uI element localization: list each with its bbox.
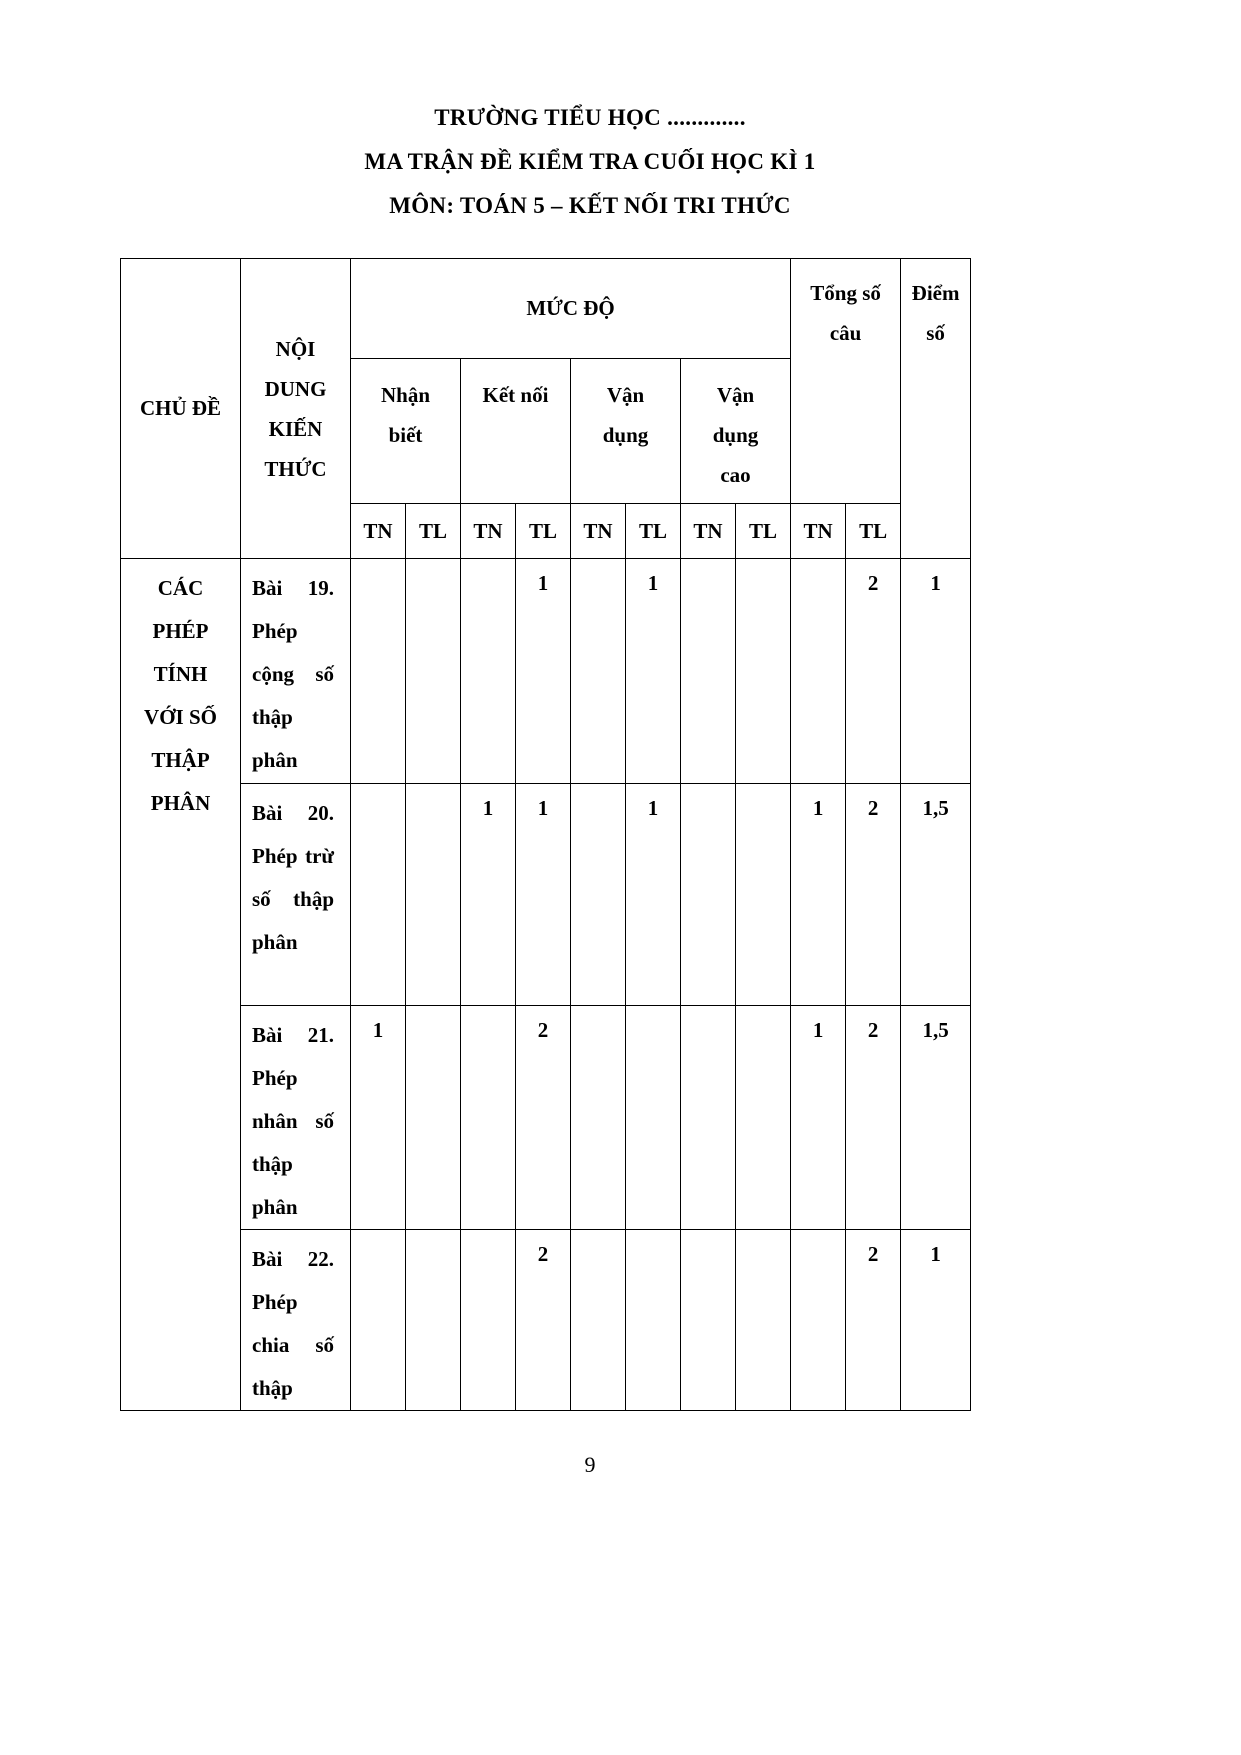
tl-header: TL [626, 504, 681, 559]
matrix-cell [406, 559, 461, 784]
level-header-van-dung [571, 359, 681, 504]
content-cell [241, 1006, 351, 1230]
page-number: 9 [584, 1452, 596, 1477]
matrix-cell [681, 559, 736, 784]
table-row [121, 784, 971, 1006]
lesson-label: Bài 20. Phép trừ số thập phân [252, 801, 334, 954]
matrix-cell: 1 [516, 784, 571, 1006]
matrix-cell: 1 [351, 1006, 406, 1230]
header-row-1 [121, 259, 971, 359]
tn-header: TN [681, 504, 736, 559]
content-cell [241, 1230, 351, 1411]
diem-so-label: Điểm số [911, 281, 960, 345]
matrix-cell [461, 559, 516, 784]
matrix-cell: 1 [516, 559, 571, 784]
matrix-cell: 2 [846, 559, 901, 784]
matrix-cell [681, 1006, 736, 1230]
subject-title: MÔN: TOÁN 5 – KẾT NỐI TRI THỨC [389, 193, 791, 218]
topic-cell [121, 559, 241, 1411]
matrix-cell: 1 [461, 784, 516, 1006]
matrix-cell [571, 559, 626, 784]
tl-header: TL [846, 504, 901, 559]
table-row [121, 1230, 971, 1411]
matrix-cell [571, 1230, 626, 1411]
tl-header: TL [736, 504, 791, 559]
topic-label: CÁC PHÉP TÍNH VỚI SỐ THẬP PHÂN [144, 576, 217, 815]
level-label: Nhận biết [380, 383, 431, 447]
title-block [125, 0, 1055, 228]
matrix-cell [406, 1006, 461, 1230]
matrix-cell [626, 1006, 681, 1230]
matrix-cell: 2 [516, 1006, 571, 1230]
chu-de-header: CHỦ ĐỀ [121, 259, 241, 559]
matrix-cell [681, 1230, 736, 1411]
matrix-cell: 2 [846, 784, 901, 1006]
matrix-cell: 1 [626, 784, 681, 1006]
level-header-nhan-biet [351, 359, 461, 504]
tong-so-cau-label: Tổng số câu [810, 281, 881, 345]
matrix-cell [791, 559, 846, 784]
table-row [121, 559, 971, 784]
noi-dung-label: NỘI DUNG KIẾN THỨC [264, 336, 327, 481]
lesson-label: Bài 21. Phép nhân số thập phân [252, 1023, 334, 1219]
diem-so-header [901, 259, 971, 559]
content-cell [241, 559, 351, 784]
table-row [121, 1006, 971, 1230]
matrix-cell [791, 1230, 846, 1411]
tl-header: TL [516, 504, 571, 559]
content-cell [241, 784, 351, 1006]
tl-header: TL [406, 504, 461, 559]
matrix-cell [461, 1006, 516, 1230]
matrix-cell [351, 784, 406, 1006]
exam-matrix-table [120, 258, 971, 1411]
matrix-cell [461, 1230, 516, 1411]
matrix-cell [406, 1230, 461, 1411]
level-label: Kết nối [482, 383, 549, 407]
matrix-cell [351, 559, 406, 784]
score-cell: 1 [901, 559, 971, 784]
muc-do-header: MỨC ĐỘ [351, 259, 791, 359]
school-title: TRƯỜNG TIỂU HỌC ............. [434, 105, 746, 130]
level-label: Vận dụng cao [712, 383, 759, 487]
tn-header: TN [791, 504, 846, 559]
matrix-cell: 1 [626, 559, 681, 784]
score-cell: 1,5 [901, 1006, 971, 1230]
matrix-cell [571, 1006, 626, 1230]
tn-header: TN [461, 504, 516, 559]
matrix-cell [736, 559, 791, 784]
matrix-cell: 2 [846, 1230, 901, 1411]
matrix-cell: 1 [791, 784, 846, 1006]
lesson-label: Bài 19. Phép cộng số thập phân [252, 576, 334, 772]
matrix-cell [736, 784, 791, 1006]
score-cell: 1 [901, 1230, 971, 1411]
level-header-ket-noi [461, 359, 571, 504]
matrix-cell [406, 784, 461, 1006]
level-label: Vận dụng [602, 383, 649, 447]
score-cell: 1,5 [901, 784, 971, 1006]
tn-header: TN [351, 504, 406, 559]
matrix-cell: 1 [791, 1006, 846, 1230]
matrix-cell [351, 1230, 406, 1411]
matrix-cell: 2 [516, 1230, 571, 1411]
matrix-cell [571, 784, 626, 1006]
matrix-cell [626, 1230, 681, 1411]
lesson-label: Bài 22. Phép chia số thập [252, 1247, 334, 1400]
matrix-cell: 2 [846, 1006, 901, 1230]
matrix-cell [736, 1006, 791, 1230]
tn-header: TN [571, 504, 626, 559]
level-header-van-dung-cao [681, 359, 791, 504]
noi-dung-header [241, 259, 351, 559]
tong-so-cau-header [791, 259, 901, 504]
matrix-cell [681, 784, 736, 1006]
matrix-cell [736, 1230, 791, 1411]
exam-matrix-title: MA TRẬN ĐỀ KIỂM TRA CUỐI HỌC KÌ 1 [364, 149, 816, 174]
